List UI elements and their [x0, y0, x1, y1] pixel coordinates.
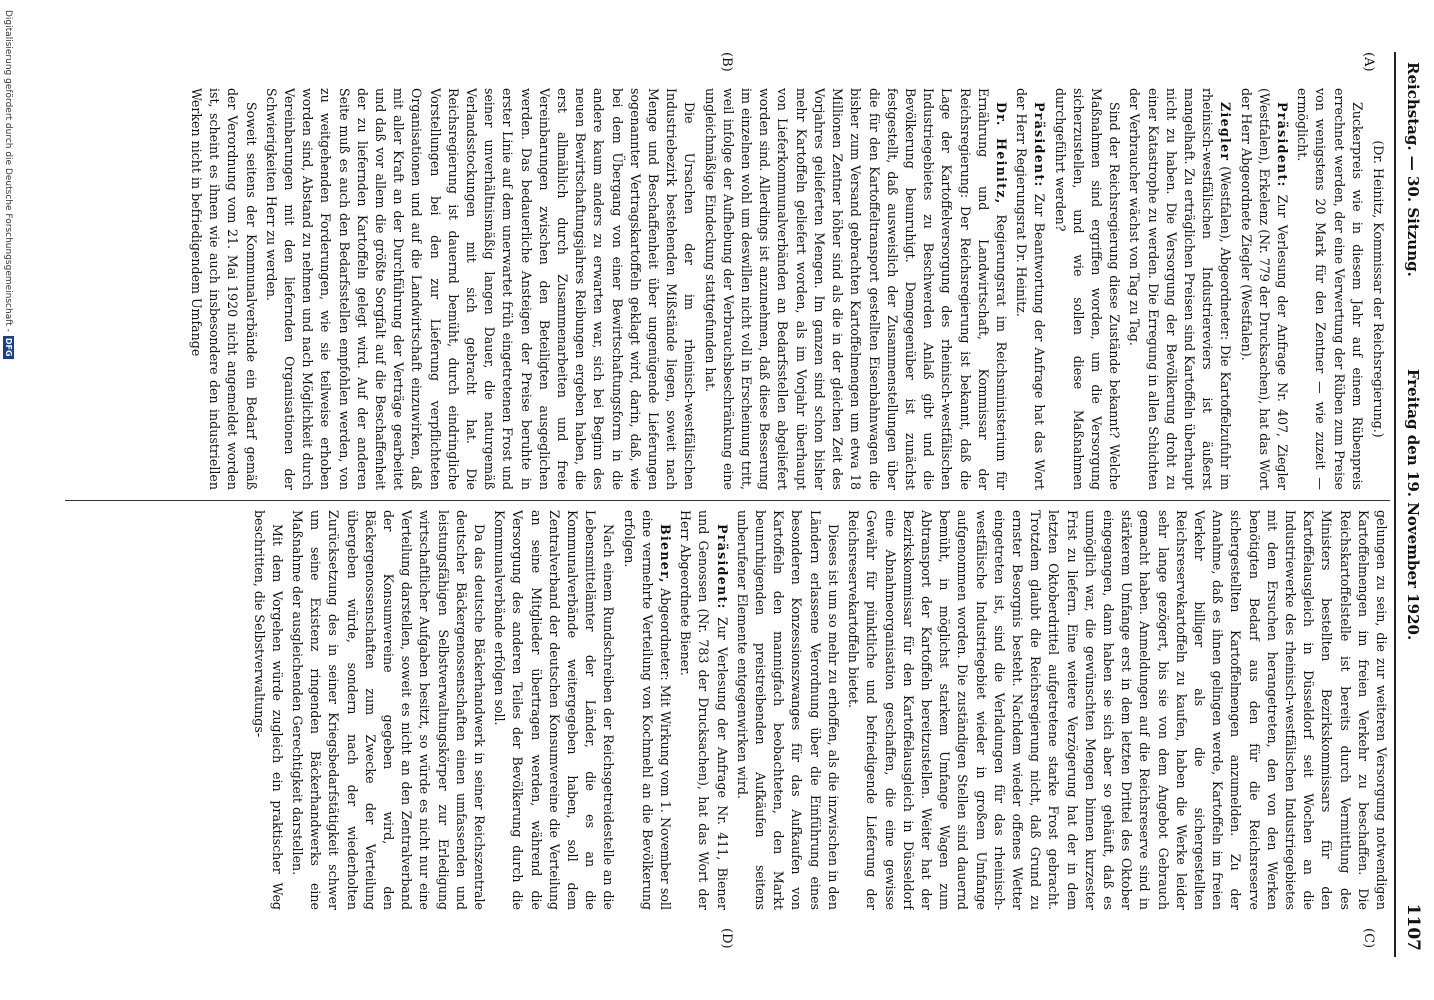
margin-mark-a: (A) [1361, 52, 1376, 72]
paragraph: Die Ursachen der im rheinisch-westfälischen Industriebezirk bestehenden Mißstände liegen, soweit nach Menge und Beschaffenheit über ungenügende Lieferungen sogenannter Vertragskartoffeln geklagt wird, darin, daß, wie bei dem Übergang von einer Bewirtschaftungsform in die andere kaum anders zu erwarten war, sich bei Beginn des neuen Bewirtschaftungsjahres Reibungen ergeben haben, die erst allmählich durch Zusammenarbeiten und freie Vereinbarungen zwischen den Beteiligten ausgeglichen werden. Das bedauerliche Ansteigen der Preise beruhte in erster Linie auf dem unerwartet früh eingetretenen Frost und seiner unverhältnismäßig langen Dauer, die naturgemäß Verlandsstockungen mit sich gebracht hat. Die Reichsregierung ist dauernd bemüht, durch eindringliche Vorstellungen bei den zur Lieferung verpflichteten Organisationen und auf die Landwirtschaft einzuwirken, daß mit aller Kraft an der Durchführung der Verträge gearbeitet und daß vor allem die größte Sorgfalt auf die Beschaffenheit der zu liefernden Kartoffeln gelegt wird. Auf der anderen Seite muß es auch den Bedarfsstellen empfohlen werden, von zu weitgehenden Forderungen, wie sie teilweise erhoben worden sind, Abstand zu nehmen und nach Möglichkeit durch Vereinbarungen mit den liefernden Organisationen der Schwierigkeiten Herr zu werden. [263, 88, 698, 490]
left-column [65, 88, 1390, 490]
page-number: 1107 [1403, 903, 1423, 951]
margin-mark-c: (C) [1361, 928, 1376, 949]
paragraph-text: Zur Verlesung der Anfrage Nr. 407, Ziegler (Westfalen), Erkelenz (Nr. 779 der Drucksachen), hat das Wort der Herr Abgeordnete Ziegler (Westfalen). [1238, 88, 1290, 490]
session-date: Freitag den 19. November 1920. [1404, 368, 1422, 641]
paragraph: Mit dem Vorgehen würde zugleich ein praktischer Weg beschritten, die Selbstverwaltungs- [251, 510, 285, 910]
paragraph-text: Regierungsrat im Reichsministerium für Ernährung und Landwirtschaft, Kommissar der Reichsregierung: Der Reichsregierung ist bekannt, daß die Lage der Kartoffelversorgung des rheinisch-westfälischen Industriegebietes zu Beschwerden Anlaß gibt und die Bevölkerung beunruhigt. Demgegenüber ist zunächst festgestellt, daß ausweislich der Zusammenstellungen über die für den Kartoffeltransport gestellten Eisenbahnwagen die bisher zum Versand gebrachten Kartoffelmengen um etwa 18 Millionen Zentner höher sind als die in der gleichen Zeit des Vorjahres gelieferten Mengen. Im ganzen sind schon bisher mehr Kartoffeln geliefert worden, als im Vorjahr überhaupt von Lieferkommunalverbänden an Bedarfsstellen abgeliefert worden sind. Allerdings ist anzunehmen, daß diese Besserung im einzelnen wohl um deswillen nicht voll in Erscheinung tritt, weil infolge der Aufhebung der Verbrauchsbeschränkung eine ungleichmäßige Eindeckung stattgefunden hat. [702, 88, 1009, 490]
paragraph [1125, 88, 1234, 490]
speaker-name: Dr. Heinitz, [993, 102, 1009, 205]
speaker-name: Biener, [658, 524, 674, 584]
paragraph [1236, 88, 1291, 490]
column-divider [65, 500, 1390, 501]
paragraph [1012, 88, 1048, 490]
paragraph [676, 510, 731, 910]
right-column [65, 510, 1390, 910]
paragraph-text: Abgeordneter: Mit Wirkung vom 1. November soll eine vermehrte Verteilung von Kochmehl an die Bevölkerung erfolgen. [621, 510, 674, 910]
speaker-name: Ziegler [1218, 102, 1234, 162]
paragraph [700, 88, 1009, 490]
paragraph: gelungen zu sein, die zur weiteren Versorgung notwendigen Kartoffelmengen im freien Verkehr zu beschaffen. Die Reichskartoffelstelle ist bereits durch Vermittlung des Ministers bestellten Bezirkskommissars für den Kartoffelausgleich in Düsseldorf seit Wochen an die Industriewerke des rheinisch-westfälischen Industriegebietes mit dem Ersuchen herangetreten, den von den Werken benötigten Bedarf aus den für die Reichsreserve sichergestellten Kartoffelmengen anzumelden. Zu der Annahme, daß es ihnen gelingen werde, Kartoffeln im freien Verkehr billiger als die sichergestellten Reichsreservekartoffeln zu kaufen, haben die Werke leider sehr lange gezögert, bis sie von dem Angebot Gebrauch gemacht haben. Anmeldungen auf die Reichsreserve sind in stärkerem Umfange erst in dem letzten Drittel des Oktober eingegangen, dann haben sie sich aber so gehäuft, daß es unmöglich war, die gewünschten Mengen binnen kurzester Frist zu liefern. Eine weitere Verzögerung hat der in dem letzten Oktoberdrittel aufgetretene starke Frost gebracht. Trotzdem glaubt die Reichsregierung nicht, daß Grund zu ernster Besorgnis besteht. Nachdem wieder offenes Wetter eingetreten ist, sind die Verladungen für das rheinisch-westfälische Industriegebiet wieder in großem Umfange aufgenommen worden. Die zuständigen Stellen sind dauernd bemüht, in möglichst starkem Umfange Wagen zum Abtransport der Kartoffeln bereitzustellen. Weiter hat der Bezirkskommissar für den Kartoffelausgleich in Düsseldorf eine Abnahmeorganisation geschaffen, die eine gewisse Gewähr für pünktliche und befriedigende Lieferung der Reichsreservekartoffeln bietet. [846, 510, 1389, 910]
running-title: Reichstag. — 30. Sitzung. [1404, 62, 1422, 277]
paragraph: Nach einem Rundschreiben der Reichsgetreidestelle an die Lebensmittelämter der Länder, die es an die Kommunalverbände weitergegeben haben, soll dem Zentralverband der deutschen Konsumvereine die Verteilung an seine Mitglieder übertragen werden, während die Versorgung des anderen Teiles der Bevölkerung durch die Kommunalverbände erfolgen soll. [492, 510, 617, 910]
speaker-continuation: (Dr. Heinitz, Kommissar der Reichsregierung.) [1371, 140, 1386, 438]
paragraph: Da das deutsche Bäckerhandwerk in seiner Reichszentrale deutscher Bäckergenossenschaften einen umfassenden und leistungsfähigen Selbstverwaltungskörper zur Erledigung wirtschaftlicher Aufgaben besitzt, so würde es nicht nur eine Verteilung darstellen, soweit es nicht an den Zentralverband der Konsumvereine gegeben wird, den Bäckergenossenschaften zum Zwecke der Verteilung übergeben würde, sondern nach der wiederholten Zurücksetzung des in seiner Kriegsbedarfstätigkeit schwer um seine Existenz ringenden Bäckerhandwerks eine Maßnahme der ausgleichenden Gerechtigkeit darstellen. [290, 510, 488, 910]
paragraph-text: Zur Verlesung der Anfrage Nr. 411, Biener und Genossen (Nr. 783 der Drucksachen), hat das Wort der Herr Abgeordnete Biener. [678, 510, 730, 910]
paragraph: Dieses ist um so mehr zu erhoffen, als die inzwischen in den Ländern erlassene Verordnung über die Einführung eines besonderen Konzessionszwanges für das Aufkaufen von Kartoffeln den mannigfach beobachteten, den Markt beunruhigenden preistreibenden Aufkäufen seitens unberufener Elemente entgegenwirken wird. [734, 510, 841, 910]
margin-mark-b: (B) [719, 52, 734, 72]
digitization-credit [2, 10, 14, 990]
paragraph: Sind der Reichsregierung diese Zustände bekannt? Welche Maßnahmen sind ergriffen worden, um die Versorgung sicherzustellen, und wie sollen diese Maßnahmen durchgeführt werden? [1052, 88, 1123, 490]
speaker-name: Präsident: [1032, 102, 1048, 188]
dfg-logo: DFG [4, 337, 13, 357]
page-header [1400, 52, 1426, 957]
credit-text: Digitalisierung gefördert durch die Deutsche Forschungsgemeinschaft - [3, 10, 13, 332]
paragraph: Soweit seitens der Kommunalverbände ein Bedarf gemäß der Verordnung vom 21. Mai 1920 nicht angemeldet worden ist, scheint es ihnen wie auch insbesondere den industriellen Werken nicht in befriedigendem Umfange [189, 88, 259, 490]
speaker-name: Präsident: [1274, 102, 1290, 188]
paragraph: Zuckerpreis wie in diesem Jahr auf einem Rübenpreis errechnet werden, der eine Verwertung der Rüben zum Preise von wenigstens 20 Mark für den Zentner — wie zuzeit — ermöglicht. [1295, 88, 1365, 490]
paragraph [619, 510, 674, 910]
header-rule [1394, 52, 1396, 957]
paragraph-text: (Westfalen), Abgeordneter: Die Kartoffelzufuhr im rheinisch-westfälischen Industriereviers ist äußerst mangelhaft. Zu erträglichen Preisen sind Kartoffeln überhaupt nicht zu haben. Die Versorgung der Bevölkerung droht zu einer Katastrophe zu werden. Die Erregung in allen Schichten der Verbraucher wächst von Tag zu Tag. [1127, 88, 1234, 490]
paragraph-text: Zur Beantwortung der Anfrage hat das Wort der Herr Regierungsrat Dr. Heinitz. [1014, 88, 1048, 490]
speaker-name: Präsident: [714, 524, 730, 610]
margin-mark-d: (D) [719, 928, 734, 949]
